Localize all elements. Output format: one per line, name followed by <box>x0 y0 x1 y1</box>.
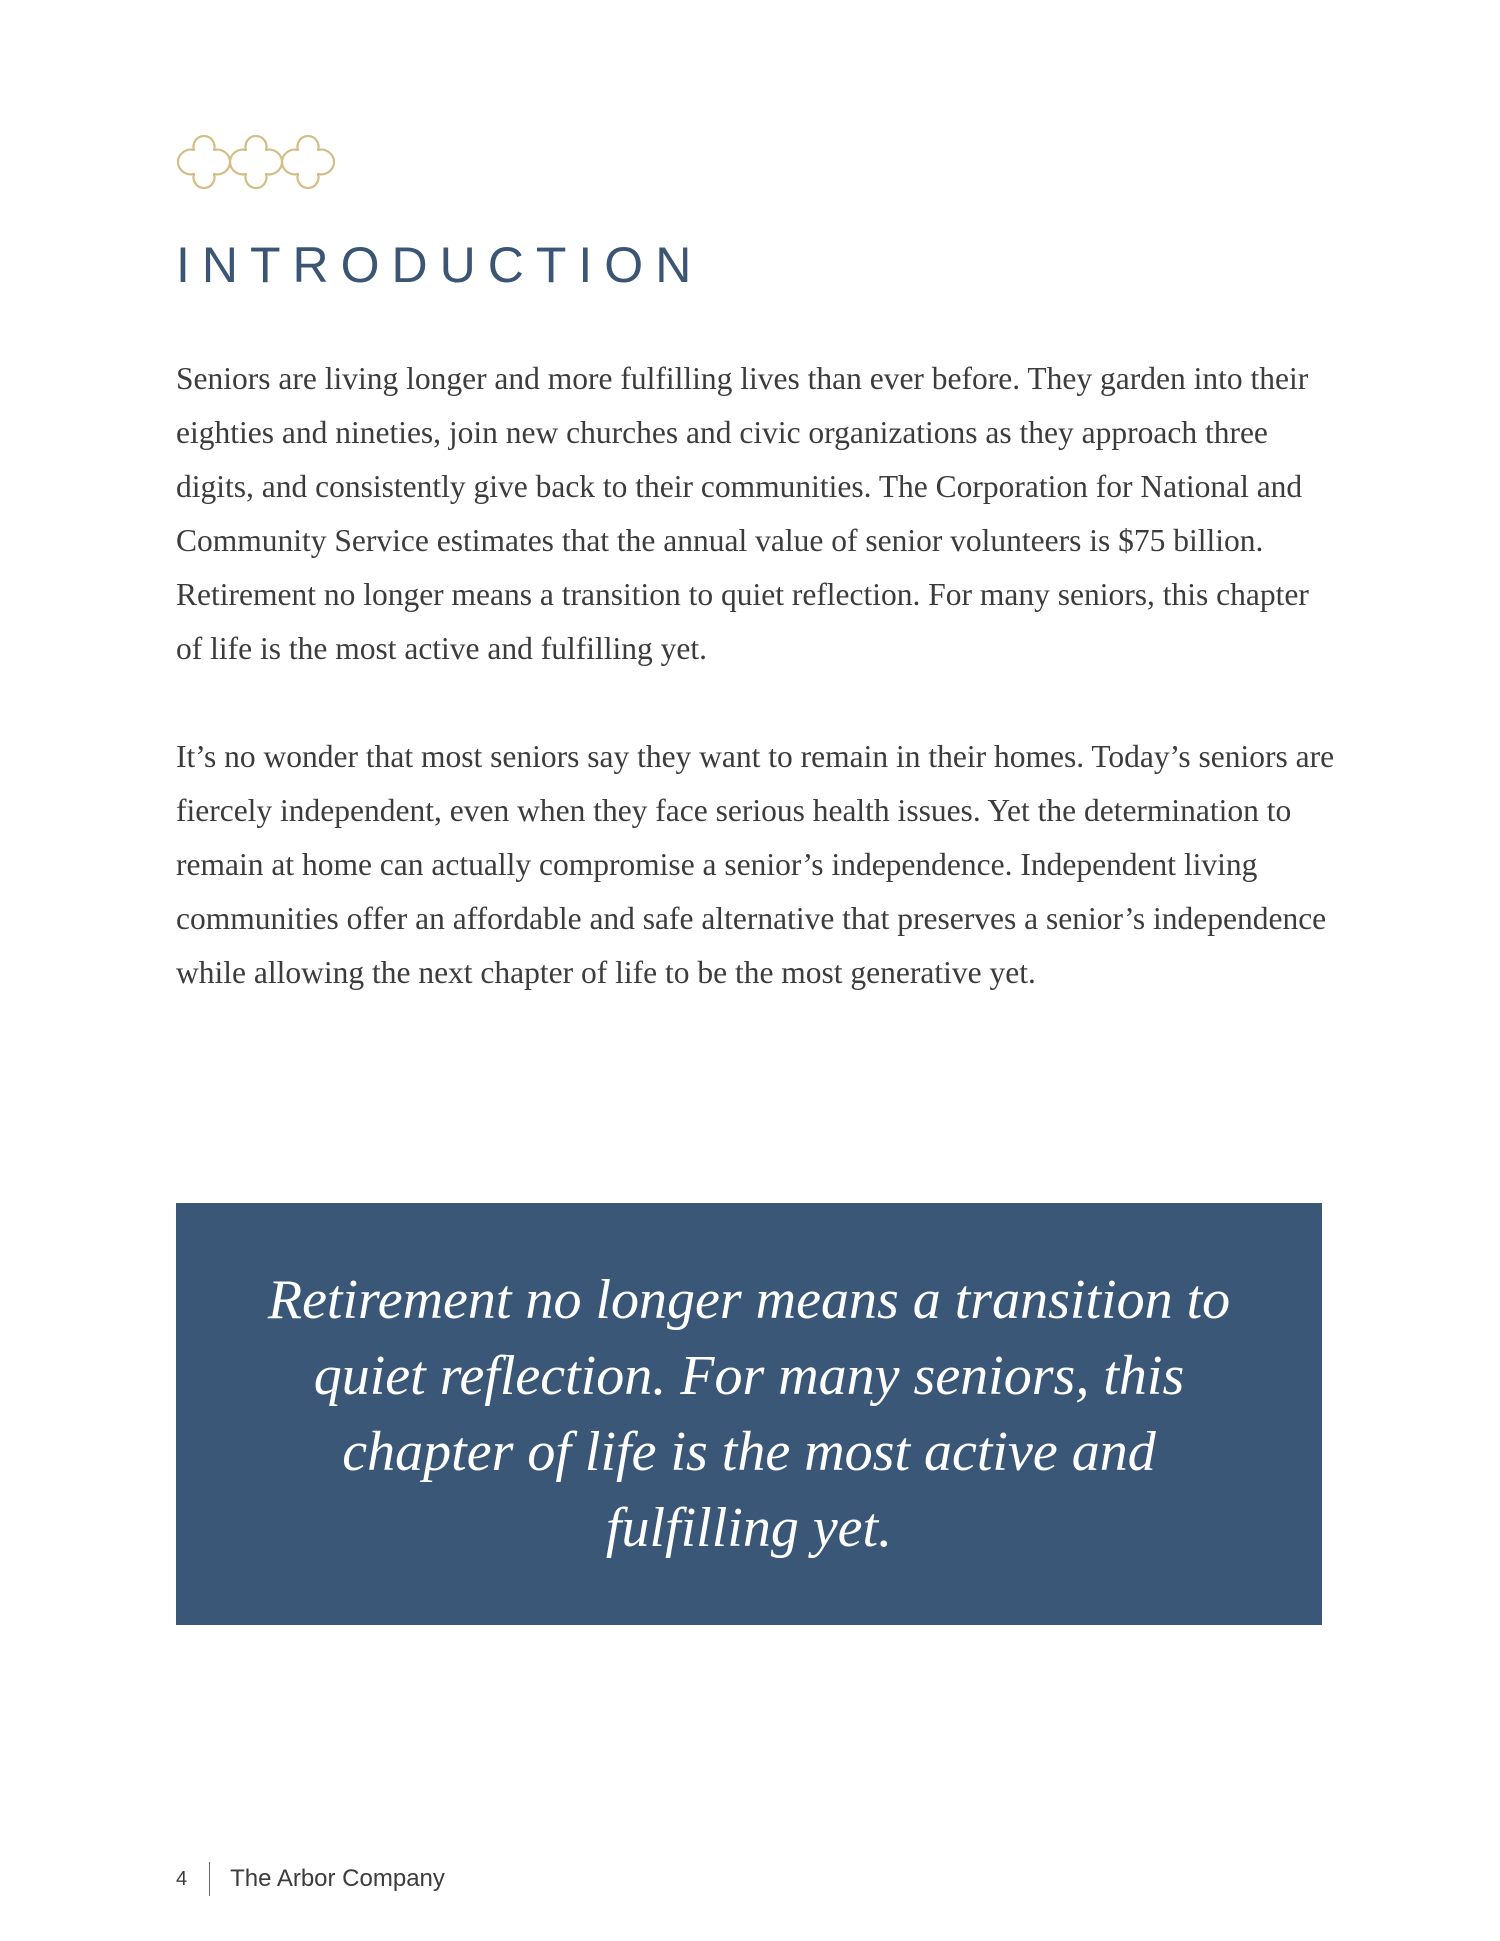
intro-paragraph-1: Seniors are living longer and more fulfilling lives than ever before. They garden into their eighties and nineties, join new churches and civic organizations as they approach three digits, and consistently give back to their communities. The Corporation for National and Community Service estimates that the annual value of senior volunteers is $75 billion. Retirement no longer means a transition to quiet reflection. For many seniors, this chapter of life is the most active and fulfilling yet. <box>176 361 1309 666</box>
intro-paragraph-2: It’s no wonder that most seniors say they want to remain in their homes. Today’s seniors are fiercely independent, even when they face serious health issues. Yet the determination to remain at home can actually compromise a senior’s independence. Independent living communities offer an affordable and safe alternative that preserves a senior’s independence while allowing the next chapter of life to be the most generative yet. <box>176 739 1335 990</box>
body-text <box>176 352 1336 1054</box>
quatrefoil-ornament-icon <box>176 132 336 192</box>
footer-company-name: The Arbor Company <box>230 1865 445 1892</box>
footer-divider <box>209 1862 210 1896</box>
pull-quote-box <box>176 1203 1322 1625</box>
pull-quote-text: Retirement no longer means a transition to quiet reflection. For many seniors, this chapter of life is the most active and fulfilling yet. <box>267 1269 1231 1559</box>
section-heading: INTRODUCTION <box>176 237 704 293</box>
page-footer <box>176 1862 445 1896</box>
page-number: 4 <box>176 1867 188 1890</box>
